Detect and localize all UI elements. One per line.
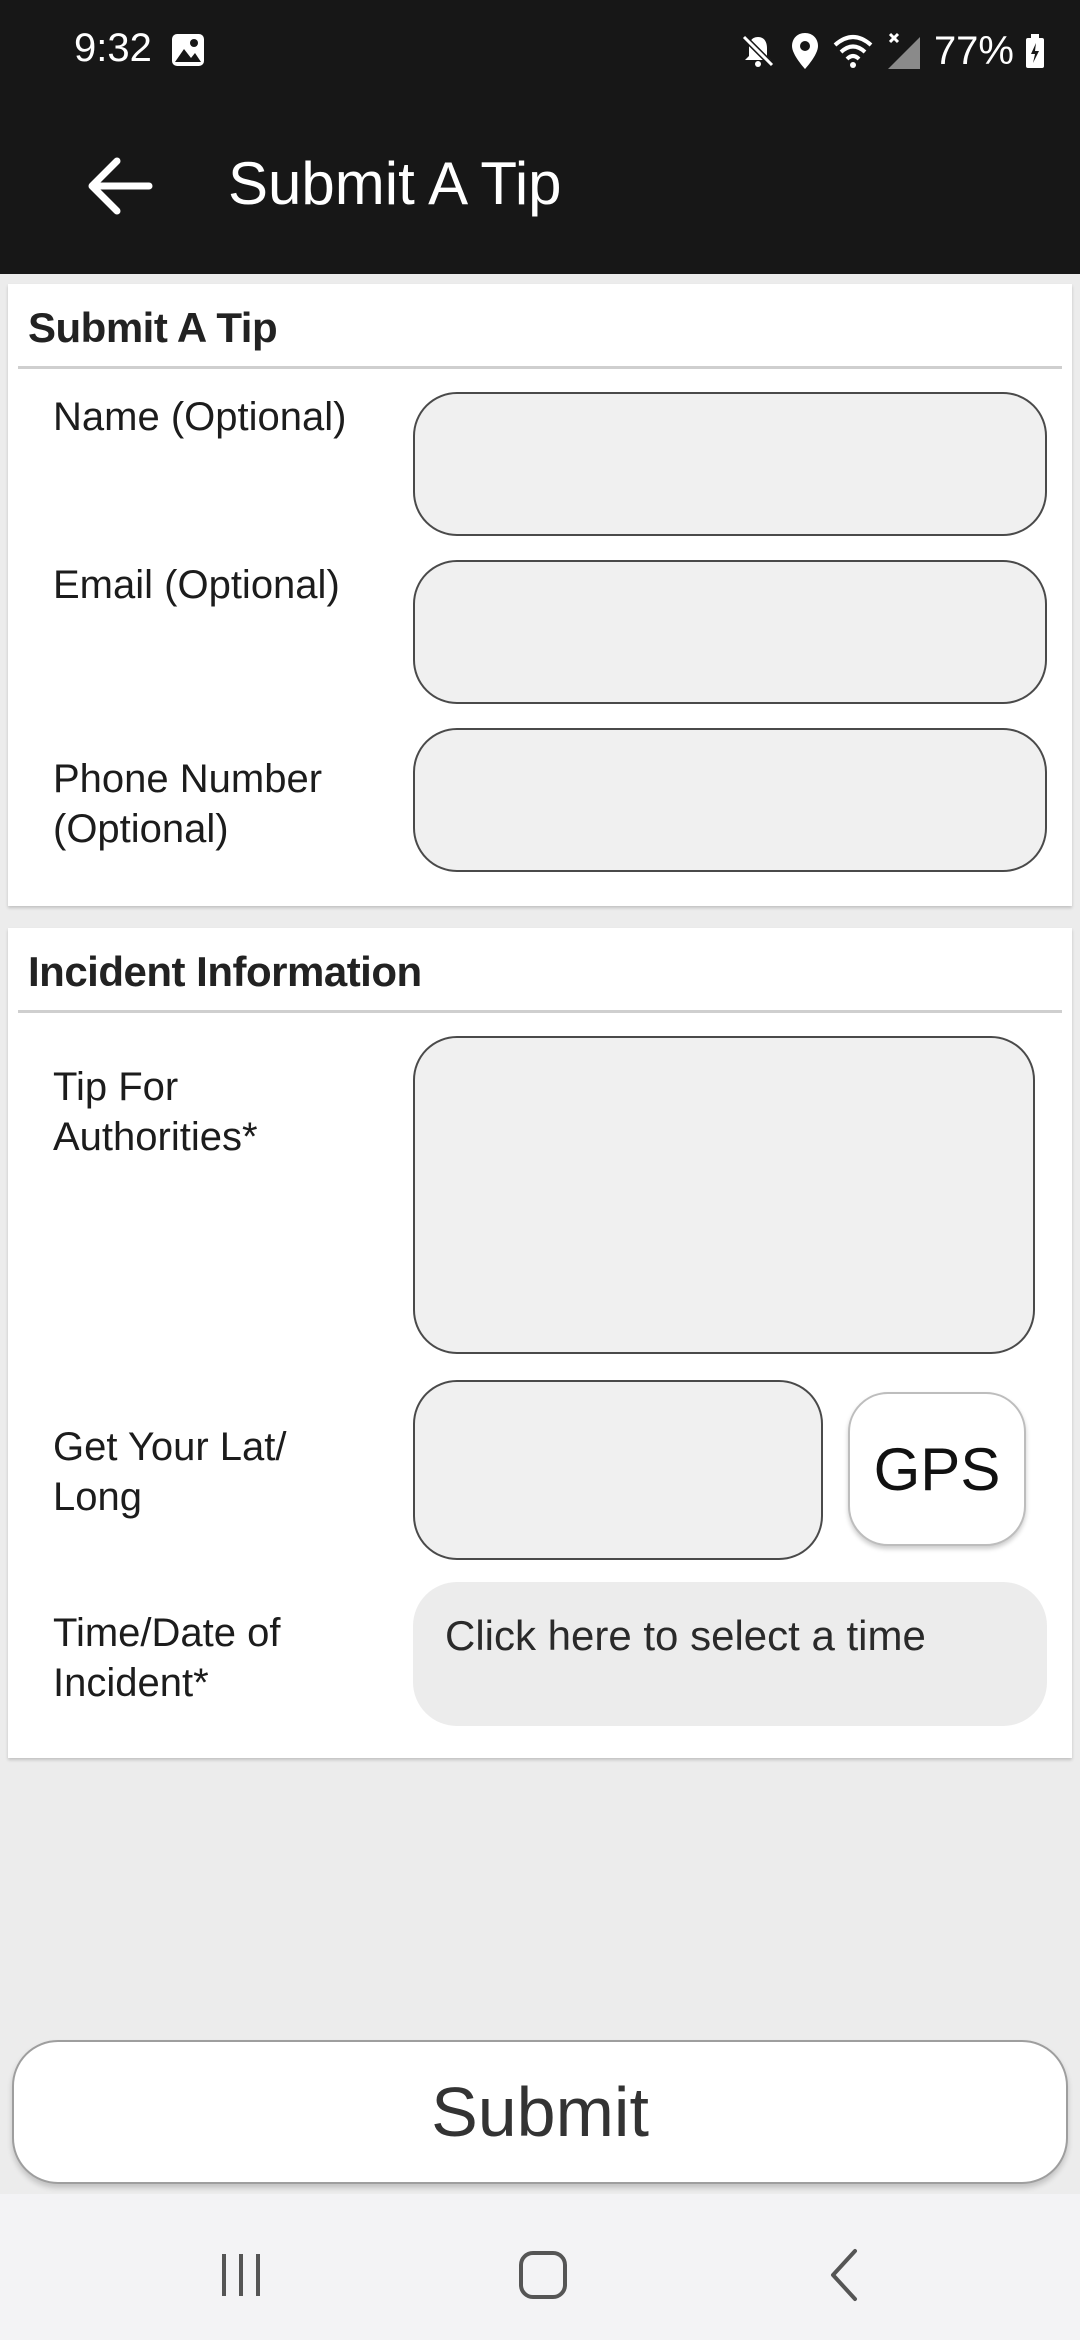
status-bar bbox=[0, 0, 1080, 100]
phone-input[interactable] bbox=[413, 728, 1047, 872]
submit-button[interactable]: Submit bbox=[12, 2040, 1068, 2184]
battery-icon bbox=[1024, 33, 1046, 69]
signal-icon bbox=[884, 31, 924, 71]
nav-back-button[interactable] bbox=[800, 2230, 890, 2320]
phone-label: Phone Number (Optional) bbox=[53, 757, 323, 851]
name-input[interactable] bbox=[413, 392, 1047, 536]
latlong-input[interactable] bbox=[413, 1380, 823, 1560]
status-time: 9:32 bbox=[74, 26, 152, 70]
contact-card bbox=[8, 284, 1072, 906]
home-button[interactable] bbox=[498, 2230, 588, 2320]
gallery-icon bbox=[170, 32, 206, 68]
time-picker[interactable]: Click here to select a time bbox=[413, 1582, 1047, 1726]
recent-apps-button[interactable] bbox=[196, 2230, 286, 2320]
back-icon bbox=[825, 2247, 865, 2303]
status-icons bbox=[738, 26, 1046, 76]
incident-card bbox=[8, 928, 1072, 1758]
home-icon bbox=[517, 2249, 569, 2301]
latlong-label: Get Your Lat/ Long bbox=[53, 1425, 287, 1519]
recent-apps-icon bbox=[216, 2250, 266, 2300]
wifi-icon bbox=[832, 31, 874, 71]
navigation-bar bbox=[0, 2194, 1080, 2340]
location-icon bbox=[788, 31, 822, 71]
divider bbox=[18, 1010, 1062, 1013]
divider bbox=[18, 366, 1062, 369]
mute-icon bbox=[738, 31, 778, 71]
tip-label: Tip For Authorities* bbox=[53, 1065, 258, 1159]
tip-textarea[interactable] bbox=[413, 1036, 1035, 1354]
section-heading: Submit A Tip bbox=[28, 304, 278, 351]
back-button[interactable] bbox=[74, 140, 166, 232]
battery-percent: 77% bbox=[933, 28, 1014, 73]
name-label: Name (Optional) bbox=[53, 395, 347, 439]
email-label: Email (Optional) bbox=[53, 563, 340, 607]
gps-button[interactable]: GPS bbox=[848, 1392, 1026, 1546]
arrow-left-icon bbox=[85, 155, 155, 217]
time-label: Time/Date of Incident* bbox=[53, 1611, 281, 1705]
app-bar bbox=[0, 100, 1080, 274]
email-input[interactable] bbox=[413, 560, 1047, 704]
page-title: Submit A Tip bbox=[228, 150, 562, 217]
section-heading: Incident Information bbox=[28, 948, 422, 995]
